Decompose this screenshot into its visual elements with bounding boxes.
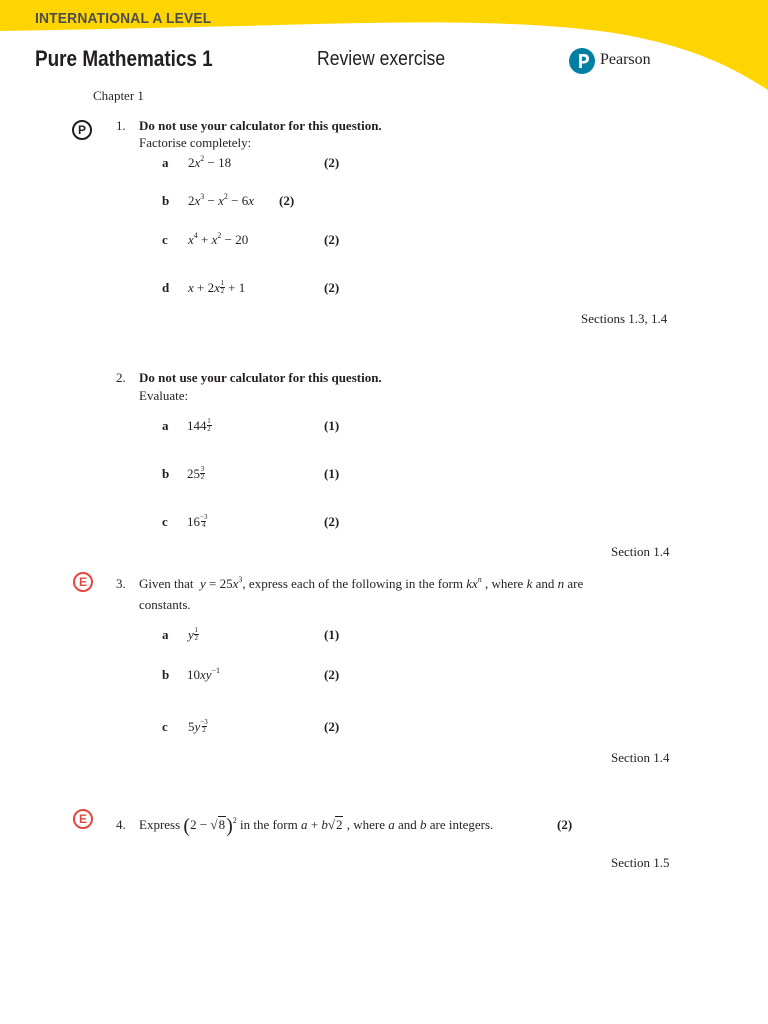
p-badge-icon: P	[72, 120, 92, 140]
q1d-label: d	[162, 280, 170, 295]
q4-section-ref: Section 1.5	[611, 855, 670, 870]
q1d-expression: x + 2x $\frac{1}{2}$ + 1	[188, 279, 246, 295]
q1b-marks: (2)	[279, 193, 295, 208]
q2-section-ref: Section 1.4	[611, 544, 670, 559]
book-title: Pure Mathematics 1	[35, 46, 213, 71]
q1c-marks: (2)	[324, 232, 340, 247]
q2b-marks: (1)	[324, 466, 340, 481]
series-label: INTERNATIONAL A LEVEL	[35, 10, 212, 27]
q2c-marks: (2)	[324, 514, 340, 529]
q2a-marks: (1)	[324, 418, 340, 433]
q2-instruction: Do not use your calculator for this question.	[139, 370, 382, 385]
q3a-expression: y $\frac{1}{2}$	[188, 626, 199, 642]
q3b-marks: (2)	[324, 667, 340, 682]
q1a-expression: $2x^2 - 18$	[188, 154, 232, 170]
e-badge-icon: E	[73, 572, 93, 592]
q3-stem: Given that $y = 25x^3$, express each of the following in the form $kx^n$ , where k and n are	[139, 575, 584, 591]
q1a-label: a	[162, 155, 169, 170]
q3-section-ref: Section 1.4	[611, 750, 670, 765]
q1b-label: b	[162, 193, 170, 208]
q3c-marks: (2)	[324, 719, 340, 734]
q2c-label: c	[162, 514, 168, 529]
q2b-expression: 25 $\frac{3}{2}$	[187, 465, 205, 481]
q1c-label: c	[162, 232, 168, 247]
q1-number: 1.	[116, 118, 126, 133]
q3-stem-continued: constants.	[139, 597, 191, 612]
q4-number: 4.	[116, 817, 126, 832]
q1-prompt: Factorise completely:	[139, 135, 252, 150]
section-title: Review exercise	[317, 48, 446, 70]
chapter-label: Chapter 1	[93, 88, 144, 103]
q2a-label: a	[162, 418, 169, 433]
q3c-expression: 5y $\frac{-3}{2}$	[188, 718, 208, 734]
brand-name: Pearson	[600, 51, 651, 68]
q3c-label: c	[162, 719, 168, 734]
q2-prompt: Evaluate:	[139, 388, 189, 403]
q3b-label: b	[162, 667, 170, 682]
q2c-expression: 16 $\frac{-3}{4}$	[187, 513, 208, 529]
q1a-marks: (2)	[324, 155, 340, 170]
e-badge-icon: E	[73, 809, 93, 829]
q3a-label: a	[162, 627, 169, 642]
q2b-label: b	[162, 466, 170, 481]
q1-section-ref: Sections 1.3, 1.4	[581, 311, 668, 326]
q3-number: 3.	[116, 576, 126, 591]
q4-marks: (2)	[557, 817, 573, 832]
pearson-logo-icon	[569, 48, 595, 74]
q1d-marks: (2)	[324, 280, 340, 295]
q1c-expression: $x^4 + x^2 - 20$	[188, 231, 249, 247]
q2-number: 2.	[116, 370, 126, 385]
q4-stem: Express $(2 - √8)^2$ in the form a + b√2 , where a and b are integers.	[139, 815, 494, 837]
q3b-expression: $10xy^{-1}$	[187, 666, 221, 682]
q1b-expression: $2x^3 - x^2 - 6x$	[188, 192, 255, 208]
q2a-expression: 144 $\frac{1}{2}$	[187, 417, 211, 433]
q3a-marks: (1)	[324, 627, 340, 642]
q1-instruction: Do not use your calculator for this question.	[139, 118, 382, 133]
